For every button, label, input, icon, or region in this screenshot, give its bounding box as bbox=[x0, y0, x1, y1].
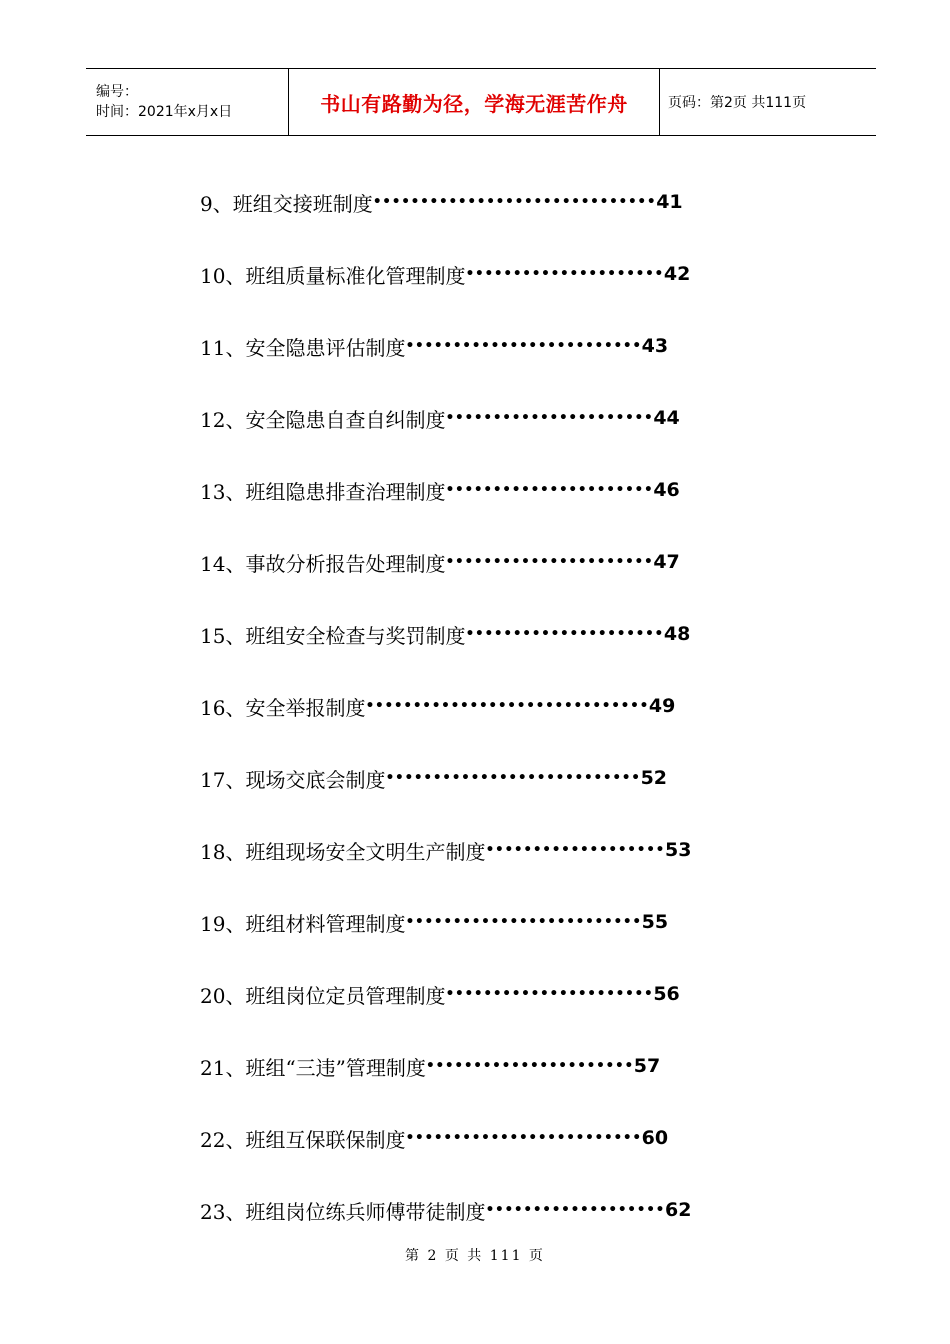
toc-entry[interactable] bbox=[200, 670, 760, 742]
toc-page-number: 60 bbox=[641, 1127, 669, 1149]
toc-entry[interactable] bbox=[200, 166, 760, 238]
toc-page-number: 55 bbox=[641, 911, 669, 933]
toc-entry[interactable] bbox=[200, 886, 760, 958]
header-motto: 书山有路勤为径，学海无涯苦作舟 bbox=[320, 91, 628, 116]
toc-entry[interactable] bbox=[200, 742, 760, 814]
toc-entry-title: 23、班组岗位练兵师傅带徒制度 bbox=[200, 1199, 486, 1224]
toc-page-number: 53 bbox=[664, 839, 692, 861]
toc-leader-dots: ••••••••••••••••••••••••••• bbox=[385, 770, 641, 786]
toc-leader-dots: ••••••••••••••••••• bbox=[485, 1202, 665, 1218]
toc-page-number: 43 bbox=[641, 335, 669, 357]
toc-entry-title: 11、安全隐患评估制度 bbox=[200, 335, 406, 360]
toc-leader-dots: ••••••••••••••••••••••••• bbox=[405, 1130, 642, 1146]
toc-page-number: 49 bbox=[648, 695, 676, 717]
toc-entry[interactable] bbox=[200, 238, 760, 310]
toc-entry[interactable] bbox=[200, 1174, 760, 1246]
toc-entry-title: 10、班组质量标准化管理制度 bbox=[200, 263, 466, 288]
toc-entry-title: 20、班组岗位定员管理制度 bbox=[200, 983, 446, 1008]
toc-entry[interactable] bbox=[200, 454, 760, 526]
toc-page-number: 46 bbox=[653, 479, 680, 501]
toc-entry-title: 19、班组材料管理制度 bbox=[200, 911, 406, 936]
toc-leader-dots: ••••••••••••••••••••• bbox=[465, 626, 664, 642]
page-footer: 第 2 页 共 111 页 bbox=[405, 1248, 545, 1264]
header-meta bbox=[86, 69, 288, 135]
toc-page-number: 48 bbox=[663, 623, 691, 645]
toc-leader-dots: ••••••••••••••••••••••••• bbox=[405, 914, 642, 930]
header-page-info: 页码：第2页 共111页 bbox=[668, 95, 807, 111]
toc-entry-title: 16、安全举报制度 bbox=[200, 695, 366, 720]
toc-leader-dots: •••••••••••••••••••••• bbox=[445, 554, 654, 570]
toc-entry-title: 13、班组隐患排查治理制度 bbox=[200, 479, 446, 504]
toc-leader-dots: ••••••••••••••••••••••••• bbox=[405, 338, 642, 354]
toc-entry[interactable] bbox=[200, 526, 760, 598]
toc-leader-dots: •••••••••••••••••••••••••••••• bbox=[372, 194, 657, 210]
toc-entry-title: 22、班组互保联保制度 bbox=[200, 1127, 406, 1152]
toc-page-number: 57 bbox=[633, 1055, 661, 1077]
toc-page-number: 47 bbox=[653, 551, 680, 573]
page-header bbox=[86, 68, 876, 136]
toc-leader-dots: •••••••••••••••••••••• bbox=[445, 410, 654, 426]
toc-leader-dots: •••••••••••••••••••••• bbox=[445, 986, 654, 1002]
toc-entry-title: 17、现场交底会制度 bbox=[200, 767, 386, 792]
toc-page-number: 62 bbox=[664, 1199, 692, 1221]
toc-page-number: 52 bbox=[640, 767, 668, 789]
toc-entry-title: 9、班组交接班制度 bbox=[200, 191, 373, 216]
toc-entry-title: 14、事故分析报告处理制度 bbox=[200, 551, 446, 576]
toc-entry[interactable] bbox=[200, 382, 760, 454]
header-motto-cell bbox=[288, 69, 660, 135]
header-page-info-cell bbox=[660, 69, 876, 135]
toc-leader-dots: •••••••••••••••••••••• bbox=[425, 1058, 634, 1074]
toc-entry[interactable] bbox=[200, 958, 760, 1030]
toc-page-number: 56 bbox=[653, 983, 680, 1005]
toc-leader-dots: ••••••••••••••••••••• bbox=[465, 266, 664, 282]
toc-entry-title: 12、安全隐患自查自纠制度 bbox=[200, 407, 446, 432]
document-time-label: 时间：2021年x月x日 bbox=[96, 104, 233, 120]
toc-leader-dots: •••••••••••••••••••••• bbox=[445, 482, 654, 498]
toc-entry-title: 15、班组安全检查与奖罚制度 bbox=[200, 623, 466, 648]
toc-leader-dots: •••••••••••••••••••••••••••••• bbox=[365, 698, 649, 714]
toc-entry[interactable] bbox=[200, 310, 760, 382]
toc-leader-dots: ••••••••••••••••••• bbox=[485, 842, 665, 858]
toc-entry[interactable] bbox=[200, 1030, 760, 1102]
toc-entry[interactable] bbox=[200, 598, 760, 670]
document-number-label: 编号： bbox=[96, 84, 138, 100]
toc-page-number: 41 bbox=[656, 191, 683, 213]
toc-entry-title: 18、班组现场安全文明生产制度 bbox=[200, 839, 486, 864]
toc-entry-title: 21、班组“三违”管理制度 bbox=[200, 1055, 426, 1080]
table-of-contents bbox=[200, 166, 760, 1246]
toc-entry[interactable] bbox=[200, 814, 760, 886]
toc-page-number: 42 bbox=[663, 263, 691, 285]
toc-entry[interactable] bbox=[200, 1102, 760, 1174]
toc-page-number: 44 bbox=[653, 407, 680, 429]
